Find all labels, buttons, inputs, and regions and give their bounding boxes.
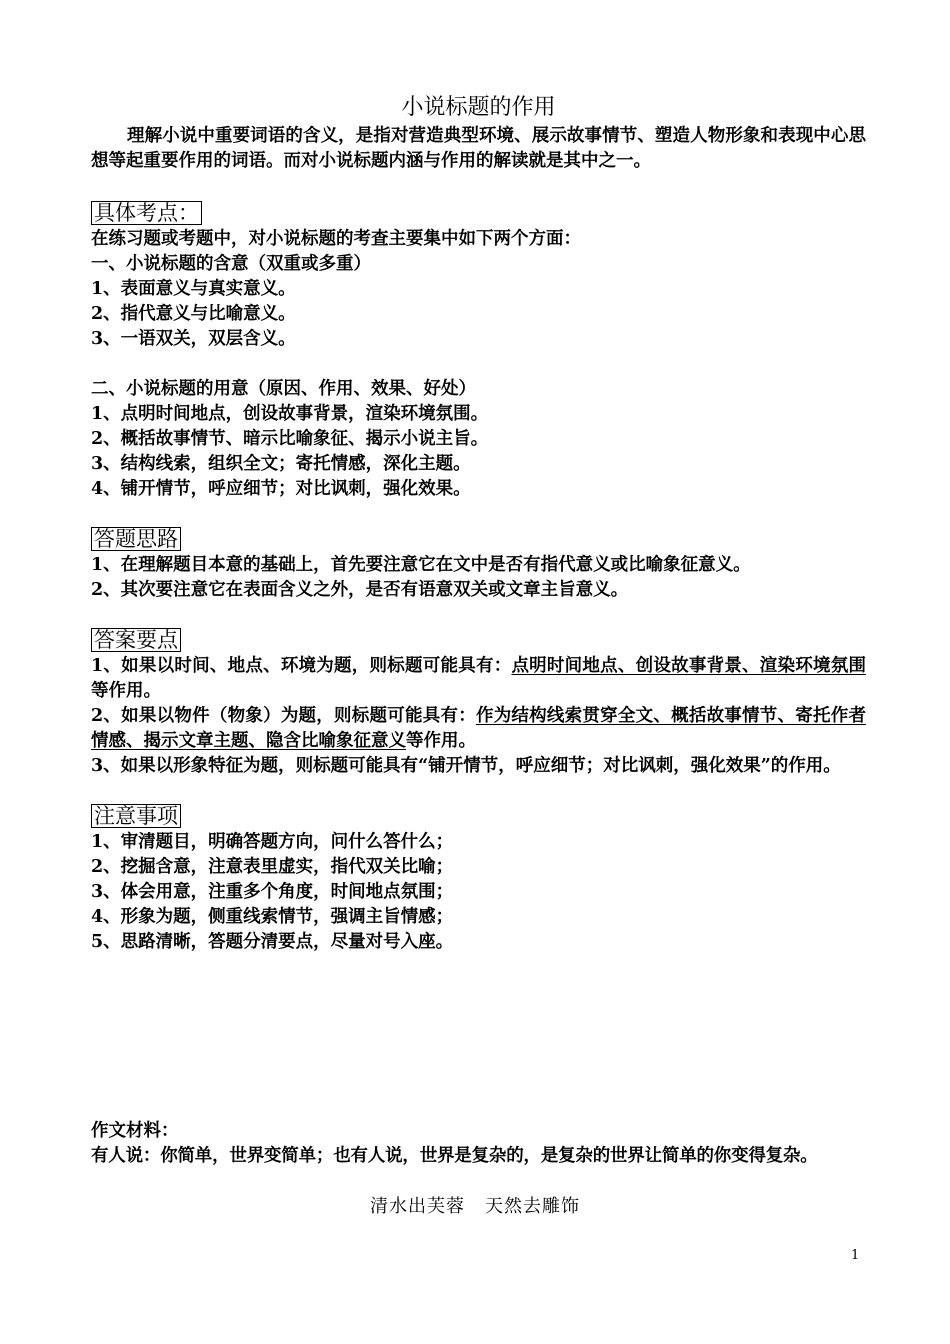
kaodian-part2-title: 二、小说标题的用意（原因、作用、效果、好处）	[91, 379, 476, 399]
kaodian-lead: 在练习题或考题中，对小说标题的考查主要集中如下两个方面：	[91, 229, 581, 249]
list-item: 5、思路清晰，答题分清要点，尽量对号入座。	[91, 932, 454, 952]
material-text: 有人说：你简单，世界变简单；也有人说，世界是复杂的，是复杂的世界让简单的你变得复杂。	[91, 1146, 818, 1166]
section-heading-yaodian: 答案要点	[91, 628, 181, 652]
motto-part-1: 清水出芙蓉	[370, 1196, 465, 1217]
list-item: 3、一语双关，双层含义。	[91, 329, 296, 349]
intro-paragraph: 理解小说中重要词语的含义，是指对营造典型环境、展示故事情节、塑造人物形象和表现中心思想等起重要作用的词语。而对小说标题内涵与作用的解读就是其中之一。	[91, 126, 866, 171]
list-item: 2、概括故事情节、暗示比喻象征、揭示小说主旨。	[91, 429, 489, 449]
page-title: 小说标题的作用	[401, 95, 556, 120]
list-item: 4、形象为题，侧重线索情节，强调主旨情感；	[91, 907, 454, 927]
list-item: 1、审清题目，明确答题方向，问什么答什么；	[91, 832, 454, 852]
section-heading-silu: 答题思路	[91, 527, 181, 551]
underlined-text: 点明时间地点、创设故事背景、渲染环境氛围	[511, 656, 866, 676]
list-item: 2、挖掘含意，注意表里虚实，指代双关比喻；	[91, 857, 454, 877]
list-item: 2、指代意义与比喻意义。	[91, 304, 296, 324]
document-body	[91, 92, 866, 955]
yaodian-item-3: 3、如果以形象特征为题，则标题可能具有“铺开情节，呼应细节；对比讽刺，强化效果”的作用。	[91, 756, 841, 776]
yaodian-item-2: 2、如果以物件（物象）为题，则标题可能具有：作为结构线索贯穿全文、概括故事情节、寄托作者情感、揭示文章主题、隐含比喻象征意义等作用。	[91, 706, 866, 751]
section-heading-kaodian: 具体考点：	[91, 201, 202, 225]
underlined-text: 作为结构线索贯穿全文、概括故事情节、寄托作者情感、揭示文章主题、隐含比喻象征意义	[91, 706, 866, 751]
motto	[0, 1192, 950, 1218]
material-block	[91, 1118, 866, 1169]
section-heading-zhuyi: 注意事项	[91, 804, 181, 828]
yaodian-item-1: 1、如果以时间、地点、环境为题，则标题可能具有：点明时间地点、创设故事背景、渲染环境氛围等作用。	[91, 656, 866, 701]
list-item: 4、铺开情节，呼应细节；对比讽刺，强化效果。	[91, 479, 471, 499]
list-item: 1、表面意义与真实意义。	[91, 279, 296, 299]
material-label: 作文材料：	[91, 1121, 179, 1141]
list-item: 2、其次要注意它在表面含义之外，是否有语意双关或文章主旨意义。	[91, 580, 629, 600]
page-number: 1	[851, 1248, 860, 1263]
list-item: 1、点明时间地点，创设故事背景，渲染环境氛围。	[91, 404, 489, 424]
list-item: 3、结构线索，组织全文；寄托情感，深化主题。	[91, 454, 471, 474]
kaodian-part1-title: 一、小说标题的含意（双重或多重）	[91, 254, 371, 274]
motto-part-2: 天然去雕饰	[485, 1196, 580, 1217]
list-item: 3、体会用意，注重多个角度，时间地点氛围；	[91, 882, 454, 902]
list-item: 1、在理解题目本意的基础上，首先要注意它在文中是否有指代意义或比喻象征意义。	[91, 555, 751, 575]
